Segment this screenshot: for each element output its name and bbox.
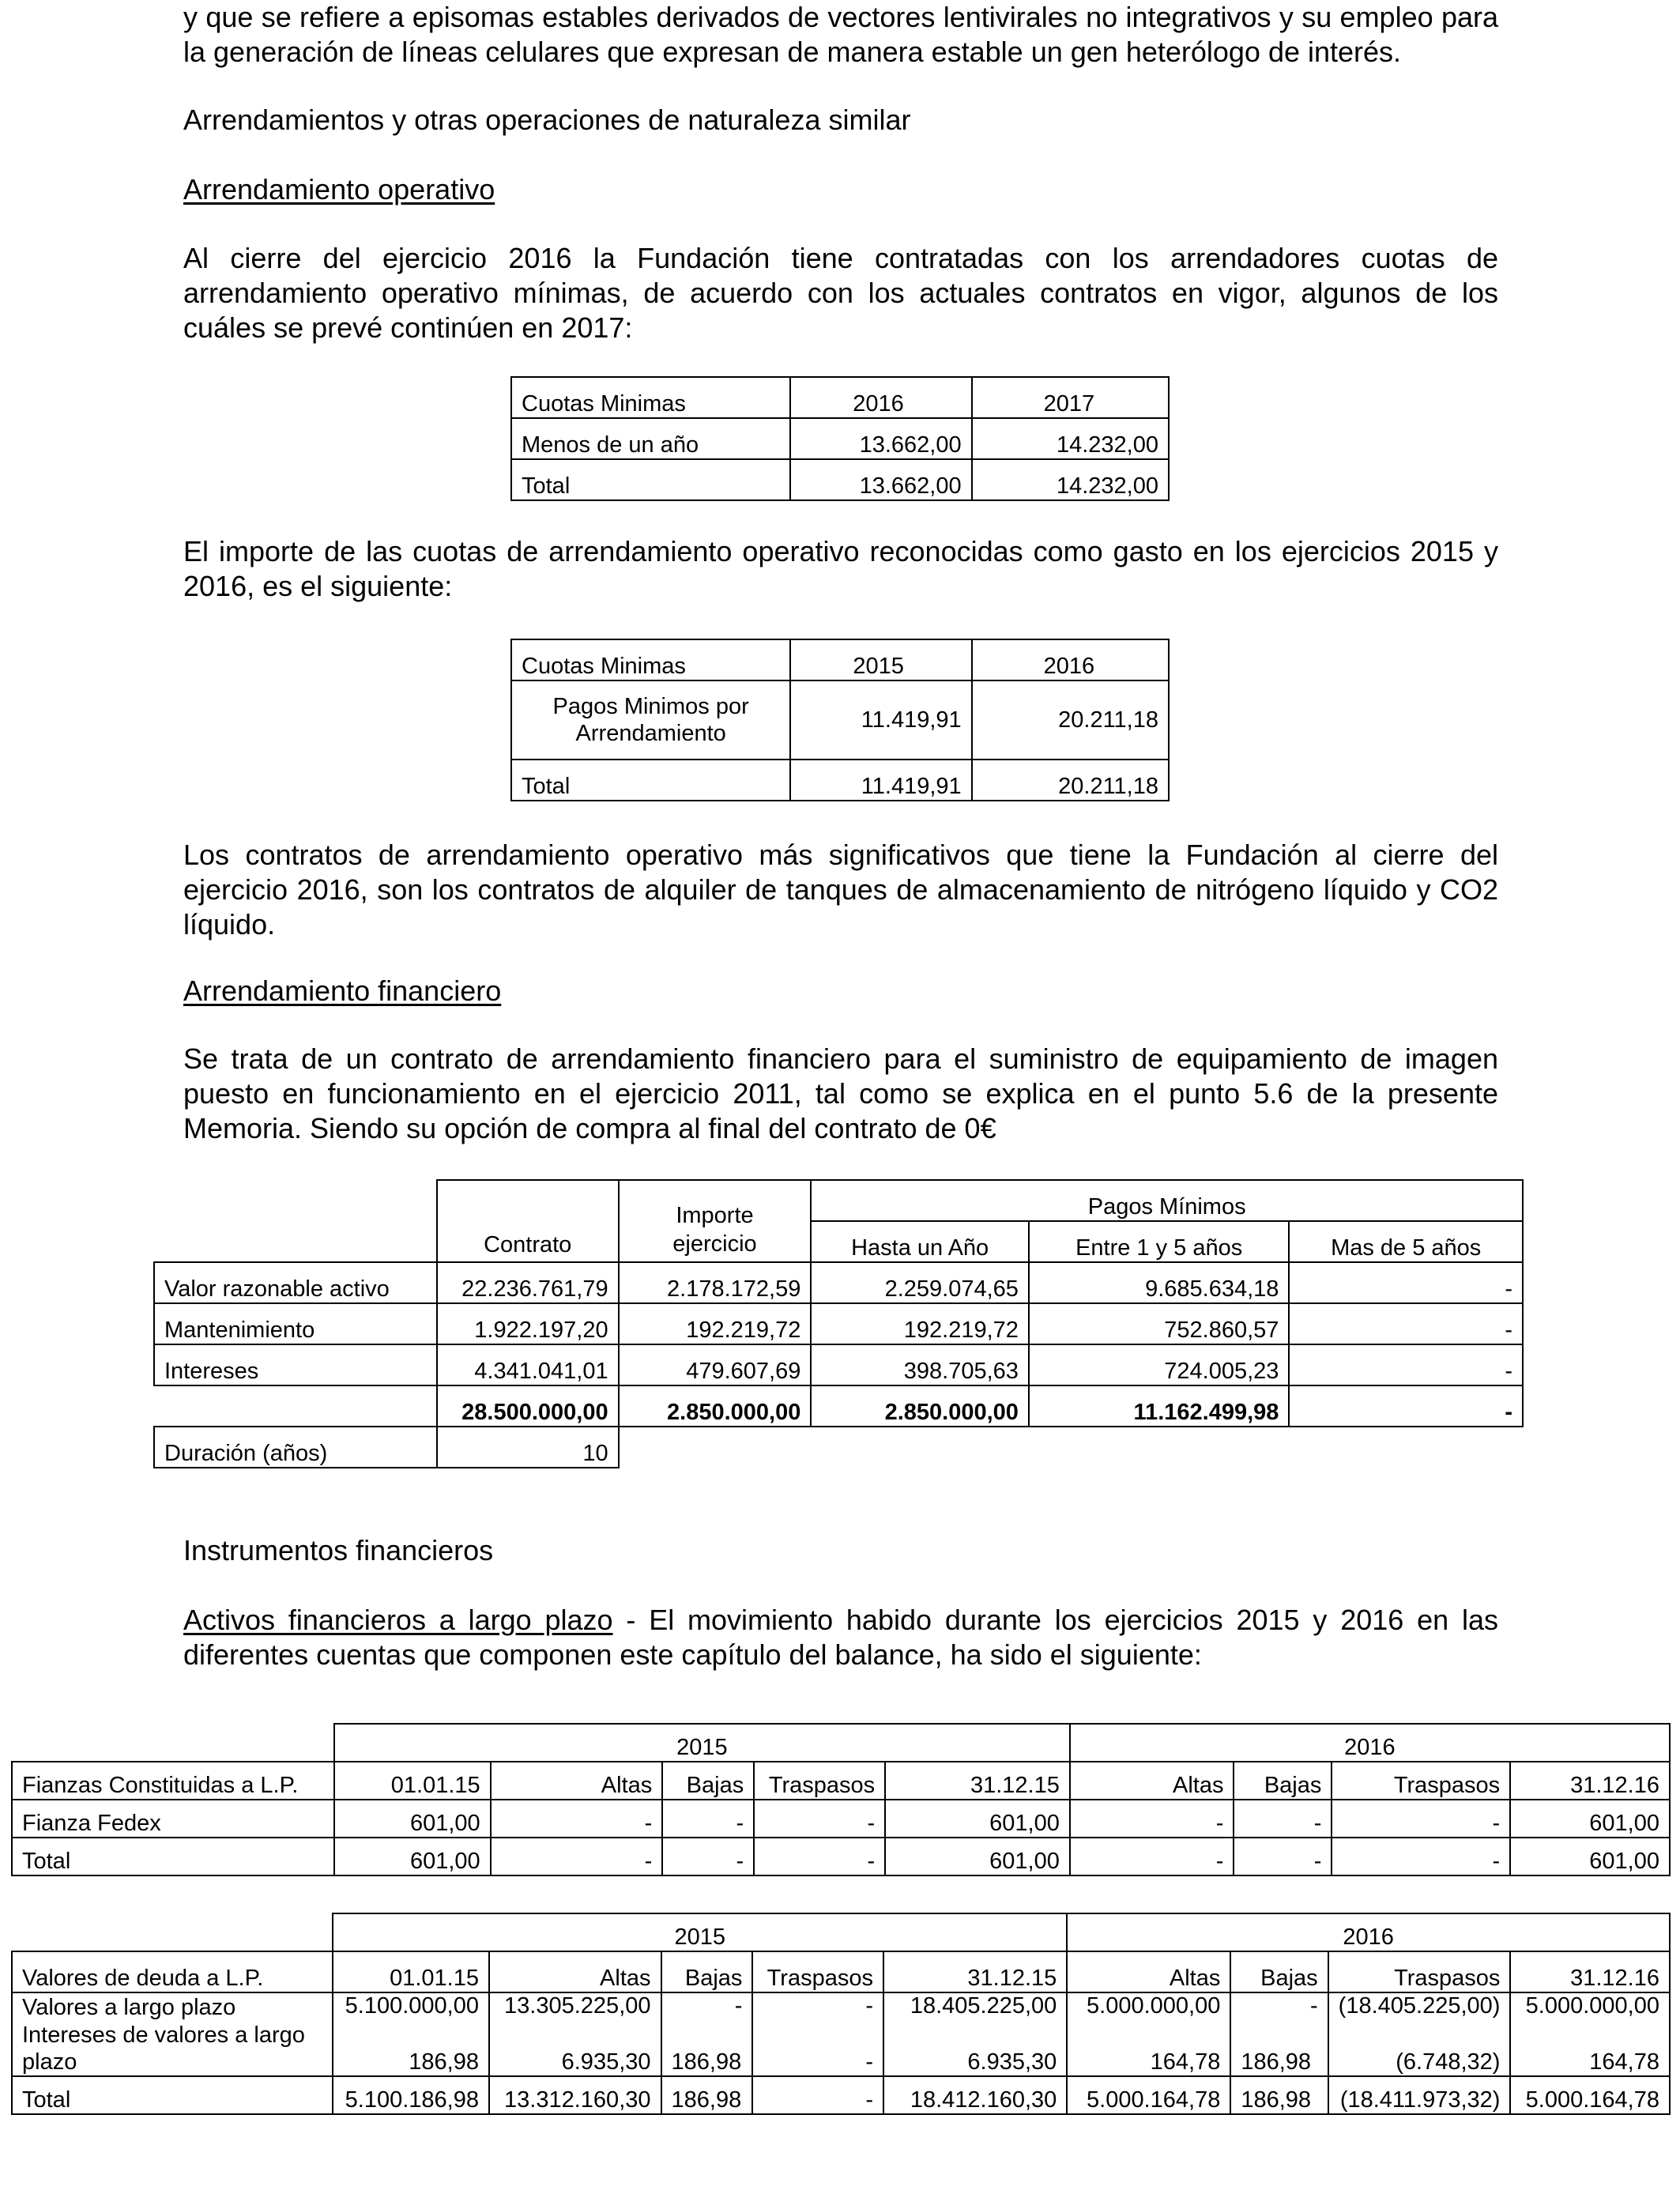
paragraph-gasto: El importe de las cuotas de arrendamiento operativo reconocidas como gasto en los ejercicios 2015 y 2016, es el siguiente: [183, 535, 1498, 602]
subheading-arrendamiento-operativo: Arrendamiento operativo [183, 173, 495, 205]
header-cell: Bajas [662, 1762, 754, 1800]
header-cell: Bajas [1234, 1762, 1332, 1800]
header-cell: Traspasos [752, 1951, 883, 1992]
row-label: Total [12, 2076, 333, 2114]
cell-value: - [491, 1800, 663, 1838]
cell-value: 186,98 [1230, 2076, 1328, 2114]
row-label: Total [12, 1838, 334, 1875]
total-value: 2.850.000,00 [811, 1385, 1029, 1427]
cell-value: 20.211,18 [972, 680, 1169, 760]
cell-value: 18.405.225,00 [883, 1992, 1067, 2019]
cell-value: 14.232,00 [972, 459, 1169, 500]
cell-value: (6.748,32) [1328, 2019, 1511, 2076]
cell-value: - [1332, 1838, 1510, 1875]
cell-value: - [1332, 1800, 1510, 1838]
table-total-row [12, 2076, 1670, 2114]
table-total-row [154, 1385, 1523, 1427]
year-header: 2015 [334, 1724, 1070, 1762]
header-cell: Fianzas Constituidas a L.P. [12, 1762, 334, 1800]
cell-value: - [1289, 1344, 1523, 1385]
table-row [12, 1992, 1670, 2019]
table-row [511, 760, 1169, 801]
header-cell: Valores de deuda a L.P. [12, 1951, 333, 1992]
cell-value: 5.000.000,00 [1510, 1992, 1670, 2019]
cell-value: 4.341.041,01 [437, 1344, 619, 1385]
cell-value: 186,98 [1230, 2019, 1328, 2076]
cell-value: 6.935,30 [489, 2019, 661, 2076]
cell-value: 724.005,23 [1029, 1344, 1289, 1385]
row-label-line: Intereses de valores a largo [22, 2022, 305, 2048]
row-label: Menos de un año [511, 418, 790, 459]
cell-value: - [1070, 1800, 1234, 1838]
row-label: Duración (años) [154, 1427, 437, 1468]
header-cell: Altas [1070, 1762, 1234, 1800]
cell-value: (18.405.225,00) [1328, 1992, 1511, 2019]
header-cell: Entre 1 y 5 años [1029, 1221, 1289, 1262]
cell-value: - [491, 1838, 663, 1875]
cell-value: - [661, 1992, 753, 2019]
year-header: 2016 [1067, 1913, 1670, 1951]
section-heading-instrumentos: Instrumentos financieros [183, 1534, 494, 1566]
cell-value: - [1070, 1838, 1234, 1875]
total-value: 11.162.499,98 [1029, 1385, 1289, 1427]
row-label-line: plazo [22, 2049, 77, 2075]
cell-value: 5.000.164,78 [1067, 2076, 1230, 2114]
table-row [154, 1303, 1523, 1344]
table-header-row [154, 1180, 1523, 1221]
cell-value: 601,00 [334, 1838, 491, 1875]
cell-value: 22.236.761,79 [437, 1262, 619, 1303]
header-cell: Altas [489, 1951, 661, 1992]
table-year-row [12, 1724, 1670, 1762]
table-arrendamiento-financiero [153, 1179, 1524, 1468]
cell-value: 5.100.000,00 [333, 1992, 489, 2019]
table-row [12, 1800, 1670, 1838]
total-value: 2.850.000,00 [619, 1385, 812, 1427]
cell-value: 13.662,00 [790, 418, 971, 459]
header-cell: Cuotas Minimas [511, 377, 790, 418]
header-cell: Traspasos [754, 1762, 885, 1800]
cell-value: - [752, 2019, 883, 2076]
table-cuotas-gasto [510, 639, 1170, 801]
cell-value: (18.411.973,32) [1328, 2076, 1511, 2114]
header-cell: Traspasos [1332, 1762, 1510, 1800]
row-label: Intereses [154, 1344, 437, 1385]
row-label: Valor razonable activo [154, 1262, 437, 1303]
cell-value: 5.000.164,78 [1510, 2076, 1670, 2114]
cell-value: 601,00 [1510, 1800, 1670, 1838]
paragraph-contratos: Los contratos de arrendamiento operativo más significativos que tiene la Fundación al cierre del ejercicio 2016, son los contratos de alquiler de tanques de almacenamiento de nitrógeno líquido y CO2 líquido. [183, 839, 1498, 941]
cell-value: 18.412.160,30 [883, 2076, 1067, 2114]
activos-underlined-title: Activos financieros a largo plazo [183, 1604, 613, 1636]
table-header-row [12, 1762, 1670, 1800]
header-cell: Bajas [661, 1951, 753, 1992]
cell-value: 5.000.000,00 [1067, 1992, 1230, 2019]
row-label-line: Pagos Minimos por [552, 694, 749, 719]
header-cell-contrato: Contrato [437, 1180, 619, 1262]
header-cell: 31.12.16 [1510, 1762, 1670, 1800]
year-header: 2016 [1070, 1724, 1670, 1762]
header-cell: 01.01.15 [333, 1951, 489, 1992]
header-cell: Traspasos [1328, 1951, 1511, 1992]
cell-value: - [752, 2076, 883, 2114]
row-label: Total [511, 459, 790, 500]
header-line: ejercicio [672, 1231, 757, 1257]
header-cell: 2017 [972, 377, 1169, 418]
table-row-duracion [154, 1427, 1523, 1468]
table-row [511, 680, 1169, 760]
cell-value: 13.662,00 [790, 459, 971, 500]
table-header-row [511, 377, 1169, 418]
header-cell: Altas [491, 1762, 663, 1800]
header-cell-pagos-minimos: Pagos Mínimos [811, 1180, 1523, 1221]
cell-value: - [1289, 1303, 1523, 1344]
cell-value: - [1234, 1838, 1332, 1875]
activos-description: - El movimiento habido durante los ejercicios 2015 y 2016 en las diferentes cuentas que componen este capítulo del balance, ha sido el siguiente: [183, 1604, 1498, 1671]
table-row [12, 2019, 1670, 2076]
subheading-arrendamiento-financiero: Arrendamiento financiero [183, 974, 502, 1007]
cell-value: 20.211,18 [972, 760, 1169, 801]
paragraph-financiero: Se trata de un contrato de arrendamiento financiero para el suministro de equipamiento de imagen puesto en funcionamiento en el ejercicio 2011, tal como se explica en el punto 5.6 de la presente Memoria. Siendo su opción de compra al final del contrato de 0€ [183, 1042, 1498, 1144]
cell-value: 1.922.197,20 [437, 1303, 619, 1344]
cell-value: 5.100.186,98 [333, 2076, 489, 2114]
paragraph-operativo: Al cierre del ejercicio 2016 la Fundación tiene contratadas con los arrendadores cuotas de arrendamiento operativo mínimas, de acuerdo con los actuales contratos en vigor, algunos de los cuáles se prevé continúen en 2017: [183, 242, 1498, 344]
table-cuotas-minimas [510, 376, 1170, 501]
cell-value: 9.685.634,18 [1029, 1262, 1289, 1303]
header-cell: 31.12.16 [1510, 1951, 1670, 1992]
cell-value: - [1230, 1992, 1328, 2019]
header-line: Importe [676, 1203, 754, 1228]
cell-value: 186,98 [661, 2076, 753, 2114]
cell-value: - [752, 1992, 883, 2019]
header-cell: Bajas [1230, 1951, 1328, 1992]
cell-value: - [754, 1838, 885, 1875]
cell-value: 192.219,72 [811, 1303, 1029, 1344]
cell-value: 6.935,30 [883, 2019, 1067, 2076]
cell-value: 192.219,72 [619, 1303, 812, 1344]
cell-value: - [662, 1800, 754, 1838]
row-label [12, 2019, 333, 2076]
row-label [511, 680, 790, 760]
header-cell: Cuotas Minimas [511, 639, 790, 680]
intro-paragraph: y que se refiere a episomas estables derivados de vectores lentivirales no integrativos y su empleo para la generación de líneas celulares que expresan de manera estable un gen heterólogo de interés. [183, 1, 1498, 68]
section-heading-arrendamientos: Arrendamientos y otras operaciones de naturaleza similar [183, 104, 911, 136]
cell-value: 11.419,91 [790, 760, 971, 801]
cell-value: 2.178.172,59 [619, 1262, 812, 1303]
total-value: - [1289, 1385, 1523, 1427]
cell-value: - [1234, 1800, 1332, 1838]
table-valores-deuda [11, 1913, 1671, 2115]
cell-value: 601,00 [885, 1838, 1070, 1875]
table-row [12, 1838, 1670, 1875]
row-label-line: Arrendamiento [575, 721, 726, 746]
header-cell: Mas de 5 años [1289, 1221, 1523, 1262]
total-value: 28.500.000,00 [437, 1385, 619, 1427]
header-cell: 01.01.15 [334, 1762, 491, 1800]
cell-value: 14.232,00 [972, 418, 1169, 459]
header-cell: 31.12.15 [885, 1762, 1070, 1800]
cell-value: 186,98 [661, 2019, 753, 2076]
header-cell: 31.12.15 [883, 1951, 1067, 1992]
table-row [511, 459, 1169, 500]
header-cell: 2015 [790, 639, 971, 680]
year-header: 2015 [333, 1913, 1067, 1951]
cell-value: - [1289, 1262, 1523, 1303]
cell-value: 398.705,63 [811, 1344, 1029, 1385]
cell-value: 186,98 [333, 2019, 489, 2076]
cell-value: 11.419,91 [790, 680, 971, 760]
header-cell: Hasta un Año [811, 1221, 1029, 1262]
cell-value: 164,78 [1510, 2019, 1670, 2076]
row-label: Mantenimiento [154, 1303, 437, 1344]
cell-value: 10 [437, 1427, 619, 1468]
cell-value: - [754, 1800, 885, 1838]
header-cell-importe [619, 1180, 812, 1262]
row-label: Fianza Fedex [12, 1800, 334, 1838]
row-label: Valores a largo plazo [12, 1992, 333, 2019]
cell-value: - [662, 1838, 754, 1875]
table-row [154, 1262, 1523, 1303]
table-fianzas [11, 1723, 1671, 1876]
cell-value: 601,00 [1510, 1838, 1670, 1875]
cell-value: 13.305.225,00 [489, 1992, 661, 2019]
table-row [154, 1344, 1523, 1385]
cell-value: 13.312.160,30 [489, 2076, 661, 2114]
header-cell: Altas [1067, 1951, 1230, 1992]
cell-value: 479.607,69 [619, 1344, 812, 1385]
cell-value: 601,00 [885, 1800, 1070, 1838]
table-header-row [12, 1951, 1670, 1992]
header-cell: 2016 [972, 639, 1169, 680]
cell-value: 2.259.074,65 [811, 1262, 1029, 1303]
paragraph-activos [183, 1603, 1498, 1672]
cell-value: 164,78 [1067, 2019, 1230, 2076]
table-header-row [511, 639, 1169, 680]
row-label: Total [511, 760, 790, 801]
cell-value: 601,00 [334, 1800, 491, 1838]
cell-value: 752.860,57 [1029, 1303, 1289, 1344]
table-year-row [12, 1913, 1670, 1951]
header-cell: 2016 [790, 377, 971, 418]
table-row [511, 418, 1169, 459]
